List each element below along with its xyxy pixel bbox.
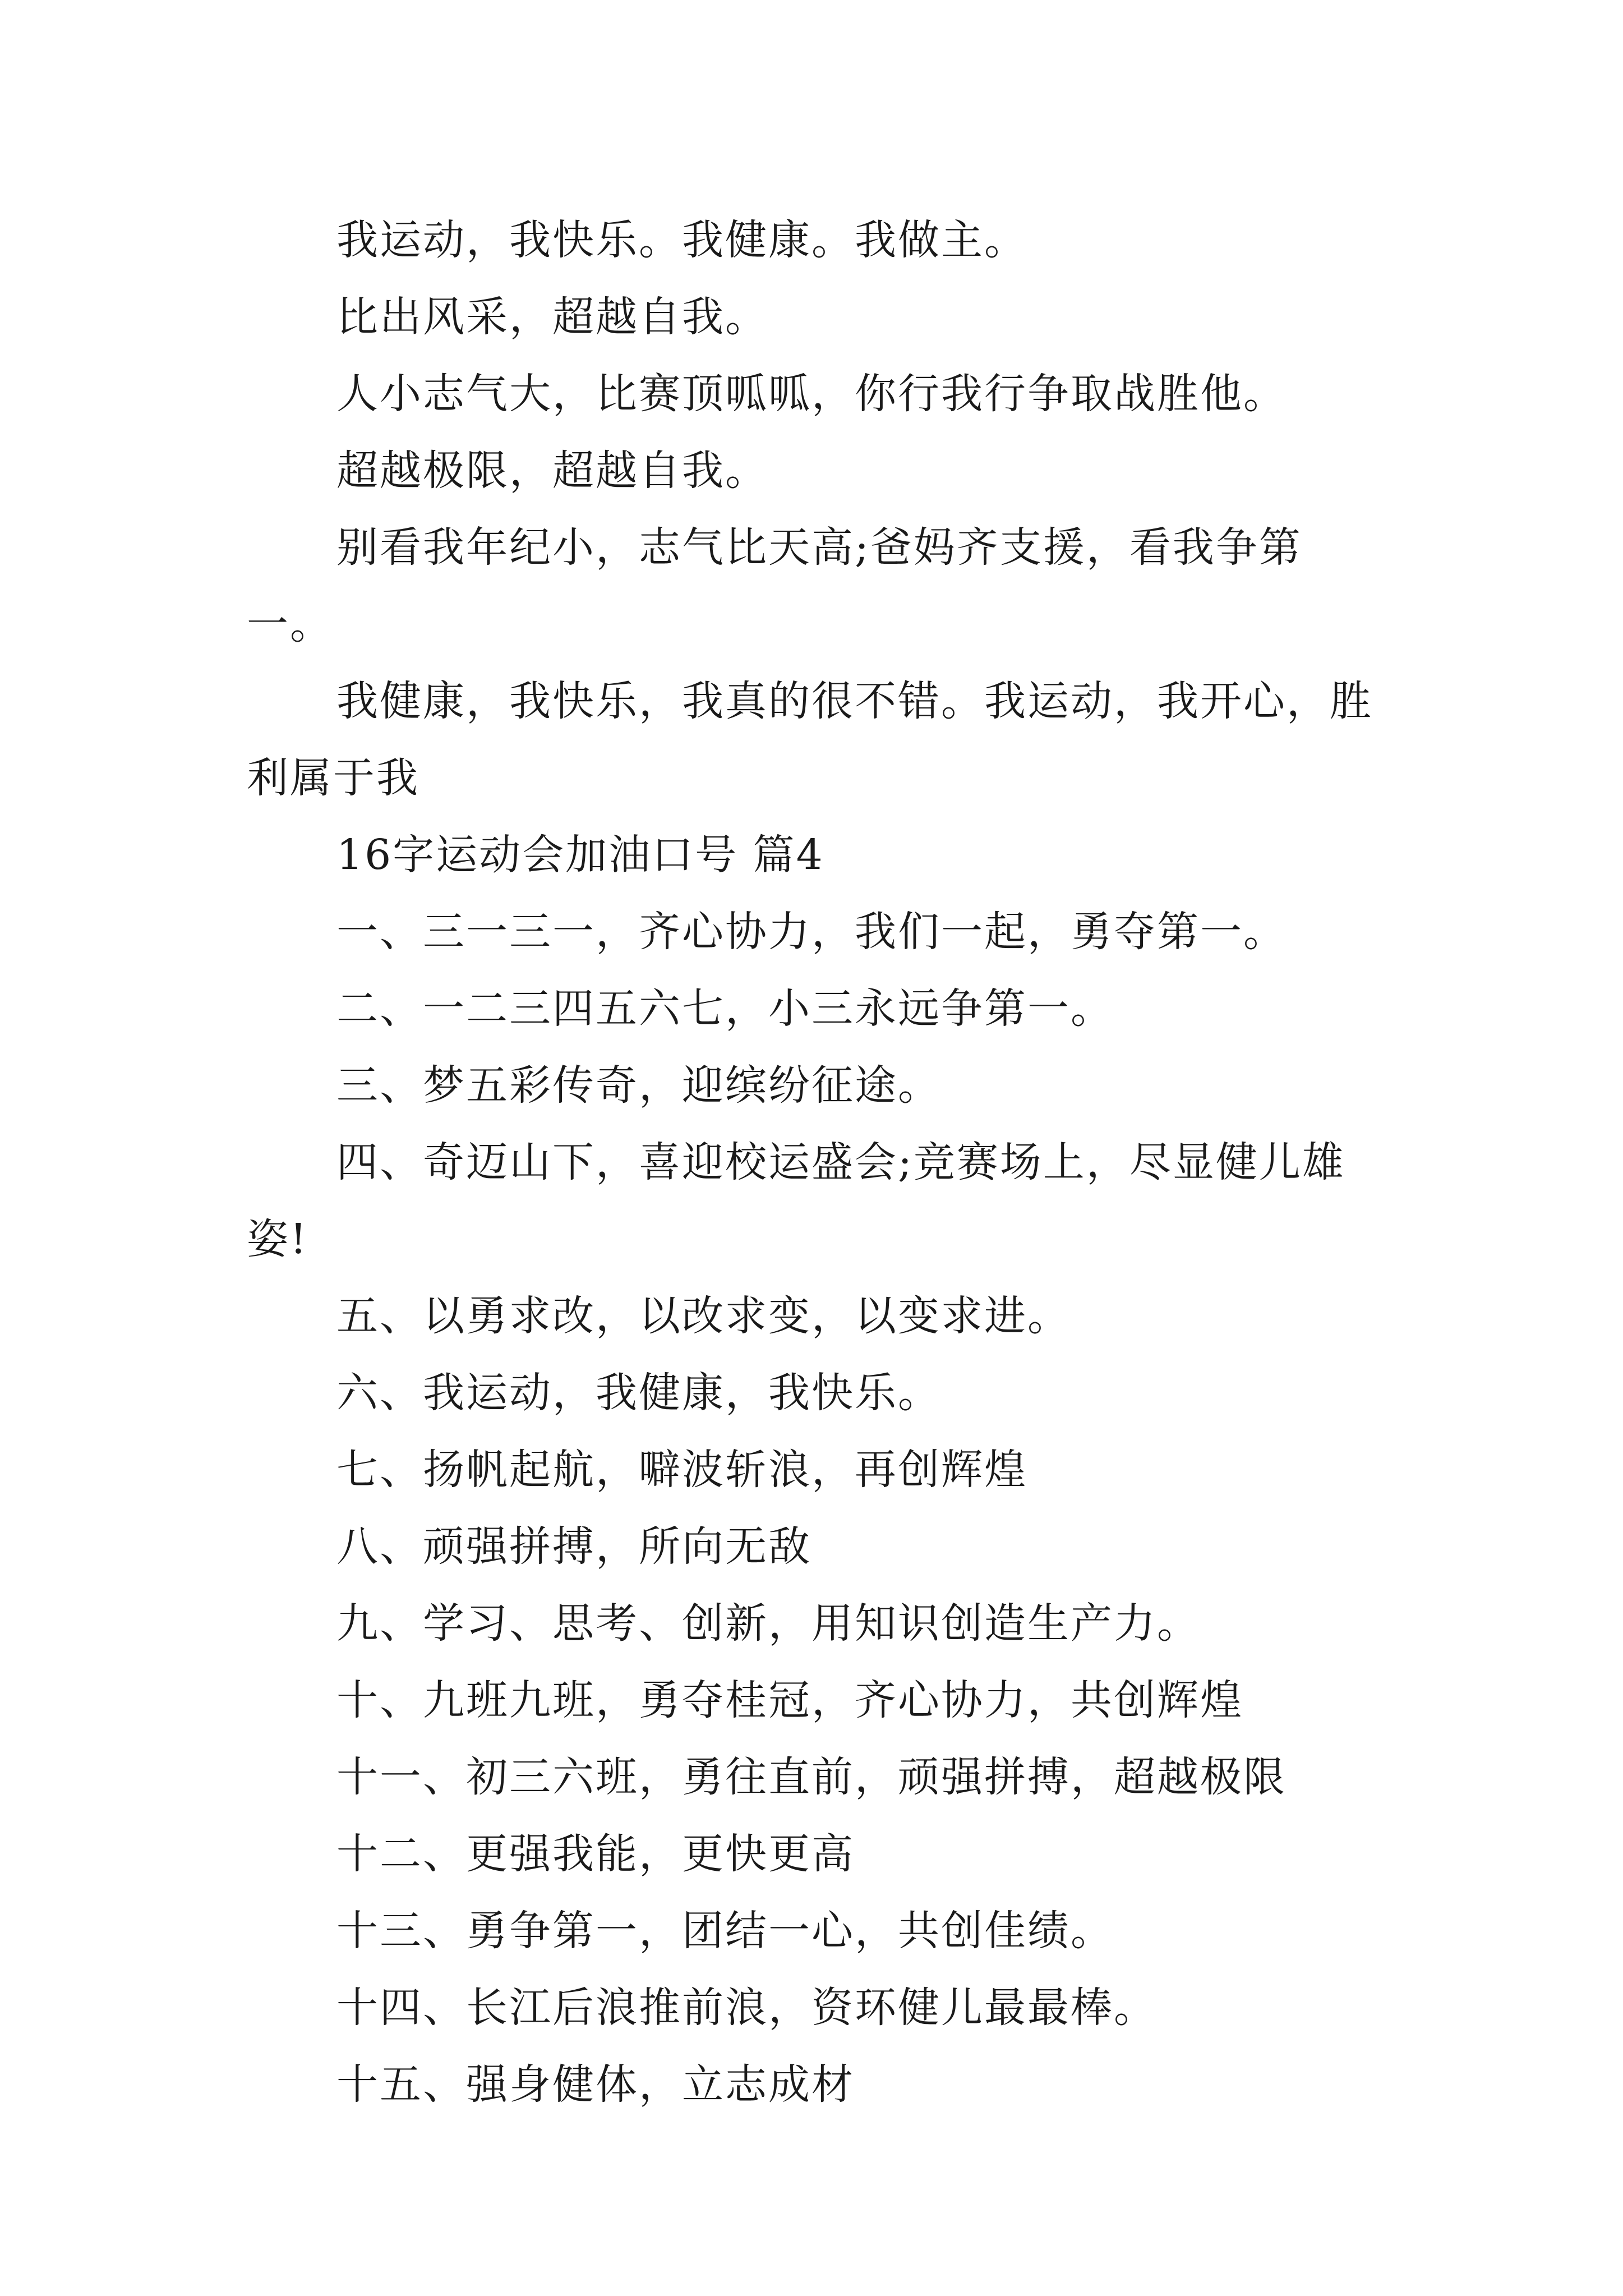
paragraph: 人小志气大，比赛顶呱呱，你行我行争取战胜他。 [336,370,1287,418]
list-item: 二、一二三四五六七，小三永远争第一。 [336,984,1114,1033]
list-item: 十四、长江后浪推前浪，资环健儿最最棒。 [336,1984,1157,2032]
list-item: 十、九班九班，勇夺桂冠，齐心协力，共创辉煌 [336,1676,1243,1724]
paragraph: 别看我年纪小，志气比天高;爸妈齐支援，看我争第一。 [247,523,1302,648]
list-item: 十五、强身健体，立志成材 [336,2060,855,2109]
list-item: 五、以勇求改，以改求变，以变求进。 [336,1292,1071,1340]
section-heading: 16字运动会加油口号 篇4 [336,831,824,879]
list-item: 一、三一三一，齐心协力，我们一起，勇夺第一。 [336,908,1287,956]
list-item: 八、顽强拼搏，所向无敌 [336,1522,811,1571]
list-item: 十一、初三六班，勇往直前，顽强拼搏，超越极限 [336,1753,1287,1801]
document-body [247,202,1385,2123]
list-item: 十三、勇争第一，团结一心，共创佳绩。 [336,1907,1114,1955]
paragraph: 我健康，我快乐，我真的很不错。我运动，我开心，胜利属于我 [247,677,1373,802]
list-item: 十二、更强我能，更快更高 [336,1830,855,1878]
list-item: 三、梦五彩传奇，迎缤纷征途。 [336,1061,941,1110]
list-item: 六、我运动，我健康，我快乐。 [336,1369,941,1417]
paragraph: 我运动，我快乐。我健康。我做主。 [336,216,1027,264]
list-item: 九、学习、思考、创新，用知识创造生产力。 [336,1599,1200,1648]
list-item: 四、奇迈山下，喜迎校运盛会;竞赛场上，尽显健儿雄姿! [247,1138,1345,1263]
paragraph: 超越极限，超越自我。 [336,447,768,495]
paragraph: 比出风采，超越自我。 [336,293,768,341]
list-item: 七、扬帆起航，噼波斩浪，再创辉煌 [336,1446,1027,1494]
